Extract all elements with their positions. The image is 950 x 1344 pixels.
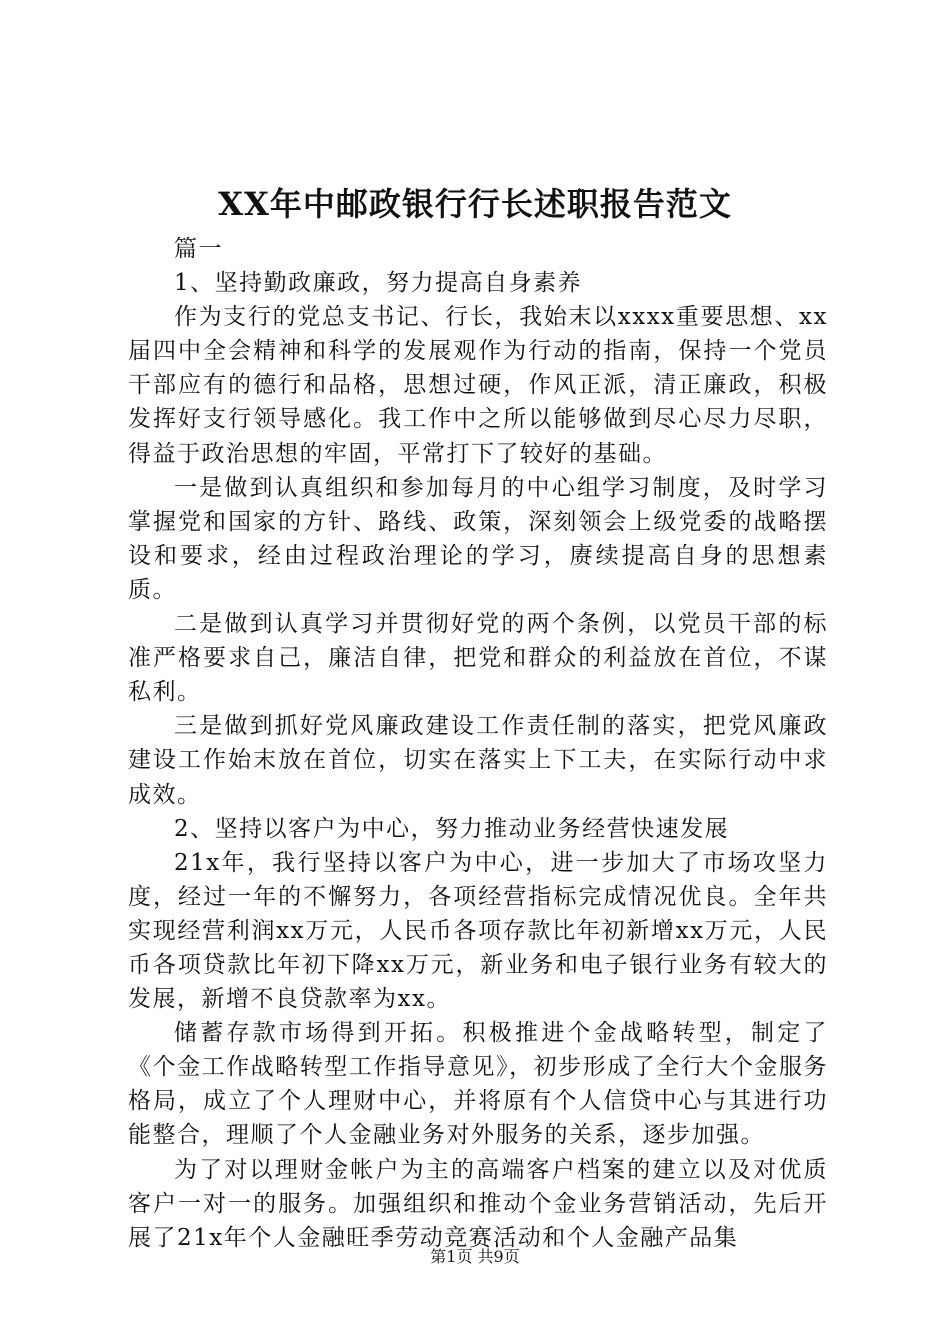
body-paragraph: 一是做到认真组织和参加每月的中心组学习制度，及时学习掌握党和国家的方针、路线、政策，深刻领会上级党委的战略摆设和要求，经由过程政治理论的学习，赓续提高自身的思想素质。 [128, 474, 828, 603]
body-paragraph: 储蓄存款市场得到开拓。积极推进个金战略转型，制定了《个金工作战略转型工作指导意见》，初步形成了全行大个金服务格局，成立了个人理财中心，并将原有个人信贷中心与其进行功能整合，理顺了个人金融业务对外服务的关系，逐步加强。 [128, 1020, 828, 1149]
body-paragraph: 为了对以理财金帐户为主的高端客户档案的建立以及对优质客户一对一的服务。加强组织和推动个金业务营销活动，先后开展了21x年个人金融旺季劳动竞赛活动和个人金融产品集 [128, 1156, 828, 1251]
body-paragraph: 21x年，我行坚持以客户为中心，进一步加大了市场攻坚力度，经过一年的不懈努力，各项经营指标完成情况优良。全年共实现经营利润xx万元，人民币各项存款比年初新增xx万元，人民币各项贷款比年初下降xx万元，新业务和电子银行业务有较大的发展，新增不良贷款率为xx。 [128, 849, 828, 1013]
body-paragraph: 作为支行的党总支书记、行长，我始末以xxxx重要思想、xx届四中全会精神和科学的发展观作为行动的指南，保持一个党员干部应有的德行和品格，思想过硬，作风正派，清正廉政，积极发挥好支行领导感化。我工作中之所以能够做到尽心尽力尽职，得益于政治思想的牢固，平常打下了较好的基础。 [128, 304, 828, 467]
document-title: XX年中邮政银行行长述职报告范文 [218, 185, 732, 223]
page-footer: 第1页 共9页 [430, 1247, 520, 1266]
document-body [128, 232, 828, 1255]
section-heading: 1、坚持勤政廉政，努力提高自身素养 [174, 270, 583, 297]
body-paragraph: 二是做到认真学习并贯彻好党的两个条例，以党员干部的标准严格要求自己，廉洁自律，把党和群众的利益放在首位，不谋私利。 [128, 611, 828, 706]
section-heading: 篇一 [174, 236, 223, 262]
body-paragraph: 三是做到抓好党风廉政建设工作责任制的落实，把党风廉政建设工作始末放在首位，切实在落实上下工夫，在实际行动中求成效。 [128, 713, 828, 808]
section-heading: 2、坚持以客户为中心，努力推动业务经营快速发展 [174, 815, 730, 842]
